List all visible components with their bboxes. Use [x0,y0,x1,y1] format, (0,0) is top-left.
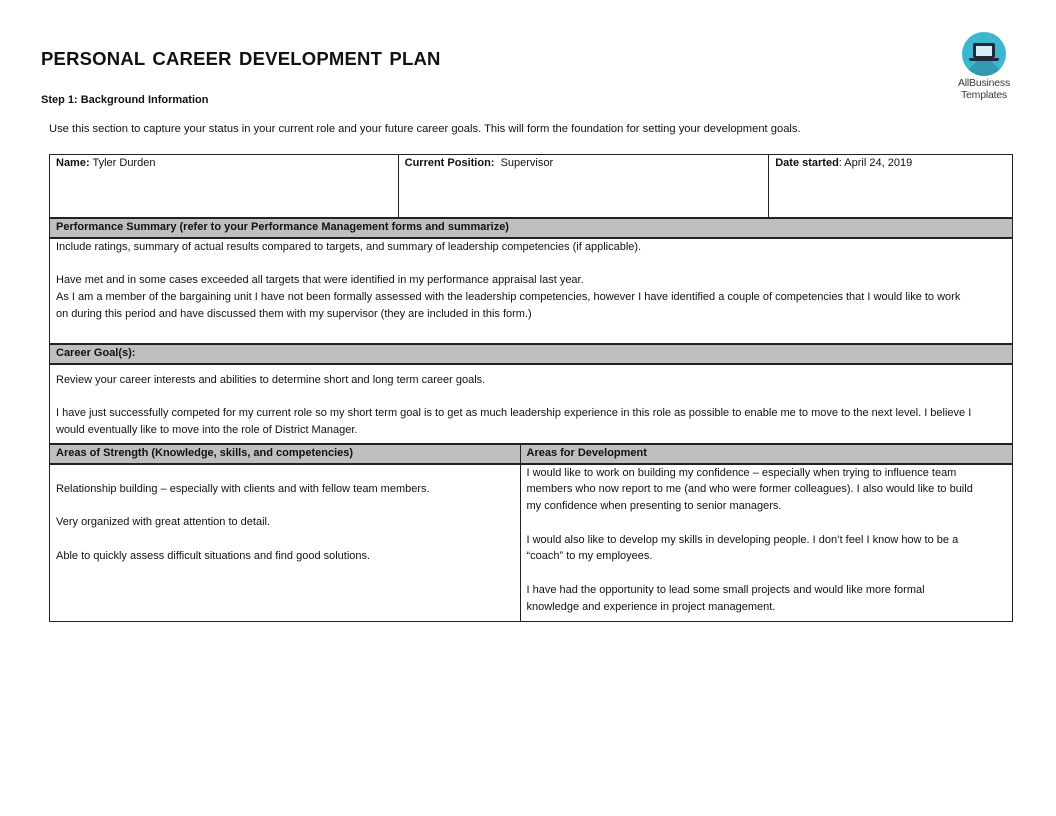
career-goals-body-row [50,364,1013,444]
strength-dev-header-row [50,444,1013,464]
name-cell[interactable] [50,155,399,218]
logo-line-2: Templates [960,89,1008,101]
performance-body[interactable] [50,238,1013,344]
logo-line-1: AllBusiness [957,77,1011,89]
position-cell[interactable] [398,155,769,218]
development-header: Areas for Development [520,444,1013,464]
career-goals-header-row [50,344,1013,364]
career-goals-body[interactable] [50,364,1013,444]
info-row [50,155,1013,218]
date-cell[interactable] [769,155,1013,218]
date-label: Date started [775,157,839,169]
position-label: Current Position: [404,157,495,169]
career-plan-table [49,154,1013,622]
allbusiness-logo [948,32,1020,104]
development-item: I have had the opportunity to lead some small projects and would like more formal knowledge and experience in project management. [526,584,925,613]
page-title: PERSONAL CAREER DEVELOPMENT PLAN [41,48,441,69]
career-goals-instruction: Review your career interests and abilities to determine short and long term career goals. [56,373,486,386]
strength-dev-body-row [50,464,1013,622]
career-goals-text: I have just successfully competed for my current role so my short term goal is to get as much leadership experience in this role as possible to enable me to move to the next level. I believe I would eventually like to move into the role of District Manager. [56,407,972,436]
development-body[interactable] [520,464,1013,622]
strength-item: Relationship building – especially with clients and with fellow team members. [56,482,430,495]
intro-text: Use this section to capture your status in your current role and your future career goals. This will form the foundation for setting your development goals. [49,123,801,135]
laptop-icon [962,32,1006,76]
performance-body-row [50,238,1013,344]
development-item: I would like to work on building my confidence – especially when trying to influence team members who now report to me (and who were former colleagues). I also would like to build my confidence when presenting to senior managers. [526,466,973,513]
strength-item: Very organized with great attention to detail. [56,516,271,529]
name-value: Tyler Durden [89,157,156,169]
strength-item: Able to quickly assess difficult situations and find good solutions. [56,549,371,562]
strengths-header: Areas of Strength (Knowledge, skills, and competencies) [50,444,521,464]
career-goals-header: Career Goal(s): [50,344,1013,364]
position-value: Supervisor [494,157,554,169]
performance-header: Performance Summary (refer to your Performance Management forms and summarize) [50,218,1013,238]
performance-line-2: As I am a member of the bargaining unit I have not been formally assessed with the leadership competencies, however I have identified a couple of competencies that I would like to work on during this period and have discussed them with my supervisor (they are included in this form.) [56,290,961,320]
performance-line-1: Have met and in some cases exceeded all targets that were identified in my performance appraisal last year. [56,274,584,287]
performance-instruction: Include ratings, summary of actual results compared to targets, and summary of leadership competencies (if applicable). [56,240,642,253]
performance-header-row [50,218,1013,238]
date-value: : April 24, 2019 [838,157,913,169]
strengths-body[interactable] [50,464,521,622]
development-item: I would also like to develop my skills in developing people. I don’t feel I know how to be a “coach” to my employees. [526,533,959,563]
logo-text [948,77,1020,101]
name-label: Name: [56,157,90,169]
step-heading: Step 1: Background Information [41,94,209,106]
